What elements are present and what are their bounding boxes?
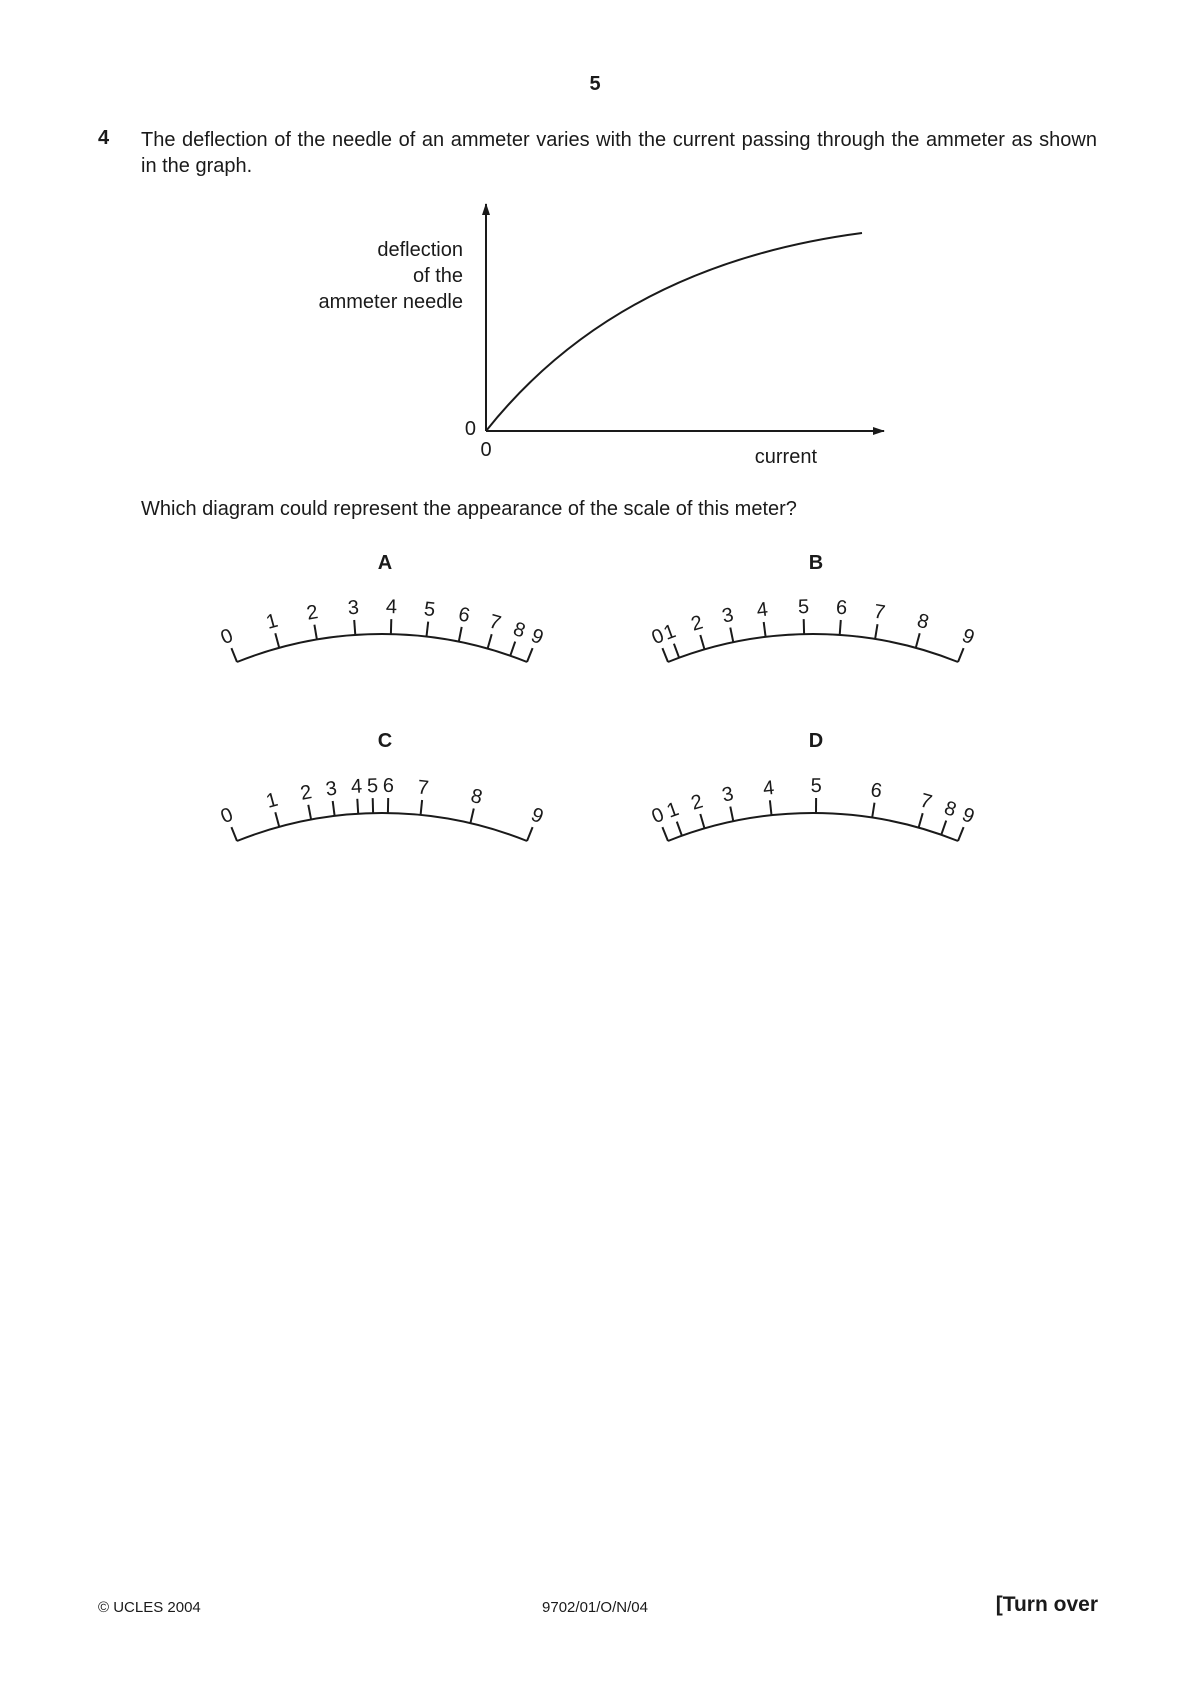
scale-tick [421,800,423,815]
scale-tick-label-b: 4 [755,598,770,622]
scale-option-c [218,730,547,841]
scale-tick [916,633,920,648]
scale-tick-label-c: 0 [217,803,237,829]
scale-tick-label-b: 0 [648,624,668,650]
scale-option-b [649,552,978,662]
scale-tick-label-c: 8 [468,784,485,809]
scale-tick-label-d: 6 [869,779,884,803]
scale-tick-label-a: 6 [456,603,472,628]
scale-tick-label-a: 5 [422,598,437,622]
scale-tick-label-c: 5 [366,774,379,798]
scale-tick [840,620,841,635]
scale-arc [668,634,958,662]
scale-tick-label-d: 8 [941,797,960,822]
scale-tick-label-b: 1 [660,620,679,645]
scale-tick-label-c: 1 [263,788,281,813]
option-label-b: B [808,552,824,574]
scale-arc [237,813,527,841]
scale-tick-label-d: 0 [648,803,668,829]
scale-tick-label-a: 1 [263,609,281,634]
scale-tick [333,801,335,816]
scale-tick-label-d: 5 [810,774,822,798]
scale-tick-label-d: 3 [720,782,736,807]
scale-tick [314,625,317,640]
scale-tick [730,628,733,643]
page-number: 5 [589,73,601,95]
y-axis-label-line-1: deflection [377,239,463,261]
scale-tick [872,803,874,818]
copyright-notice: © UCLES 2004 [98,1599,201,1616]
scale-tick-label-d: 9 [958,803,978,829]
option-label-a: A [377,552,393,574]
scale-arc [668,813,958,841]
question-text: The deflection of the needle of an ammeter varies with the current passing through the ammeter as shown in the graph. [141,129,1097,177]
scale-tick [275,633,279,648]
scale-tick [662,827,668,841]
scale-tick [875,624,877,639]
scale-arc [237,634,527,662]
deflection-curve [486,233,862,431]
scale-tick-label-d: 1 [663,798,682,823]
paper-code: 9702/01/O/N/04 [542,1599,648,1616]
scale-tick-label-a: 7 [486,610,504,635]
scale-tick [354,620,355,635]
scale-tick [730,807,733,822]
scale-tick [231,827,237,841]
scale-tick [510,642,515,656]
scale-tick-label-c: 7 [416,776,430,800]
scale-tick-label-a: 9 [527,624,547,650]
y-axis-label-line-2: of the [412,265,463,287]
scale-tick-label-c: 4 [350,775,363,799]
deflection-current-graph [318,204,884,468]
scale-tick [527,648,533,662]
turn-over-note: [Turn over [995,1593,1098,1616]
y-origin-label: 0 [464,418,476,440]
scale-tick-label-b: 7 [872,600,887,625]
scale-tick [231,648,237,662]
scale-tick [427,622,429,637]
scale-tick [459,627,462,642]
scale-tick [308,805,311,820]
scale-tick-label-b: 5 [797,595,810,619]
scale-tick-label-a: 3 [347,596,360,620]
scale-tick-label-a: 2 [305,601,320,625]
scale-tick-label-b: 2 [688,611,706,636]
question-number: 4 [98,127,110,149]
scale-tick-label-d: 7 [917,789,935,814]
scale-tick [770,800,772,815]
scale-tick [662,648,668,662]
scale-tick [488,634,492,648]
scale-tick-label-b: 9 [958,624,978,650]
scale-tick-label-c: 6 [382,774,395,798]
y-axis-label-line-3: ammeter needle [318,291,463,313]
scale-tick-label-b: 3 [720,603,736,628]
x-axis-label: current [754,446,817,468]
scale-tick-label-a: 4 [385,595,398,619]
scale-tick [764,622,766,637]
scale-tick-label-a: 8 [510,618,529,643]
scale-tick-label-c: 9 [527,803,547,829]
scale-option-a [218,552,547,662]
scale-tick [470,809,473,824]
scale-tick [357,799,358,814]
scale-tick [674,644,679,658]
scale-tick [941,821,946,835]
scale-option-d [649,730,978,841]
option-label-c: C [377,730,393,752]
scale-tick-label-c: 2 [298,781,314,805]
scale-tick-label-c: 3 [324,777,339,801]
option-label-d: D [808,730,824,752]
scale-tick-label-a: 0 [217,624,237,650]
scale-tick-label-d: 4 [761,776,776,800]
x-origin-label: 0 [480,439,492,461]
scale-tick-label-b: 8 [914,609,932,634]
scale-tick [700,635,704,649]
scale-tick [958,648,964,662]
scale-tick [958,827,964,841]
scale-tick-label-d: 2 [688,790,706,815]
scale-tick-label-b: 6 [835,596,848,620]
scale-tick [700,814,704,828]
scale-tick [677,822,682,836]
scale-tick [919,813,923,827]
scale-tick [527,827,533,841]
scale-tick [275,812,279,827]
question-prompt: Which diagram could represent the appearance of the scale of this meter? [141,498,797,520]
